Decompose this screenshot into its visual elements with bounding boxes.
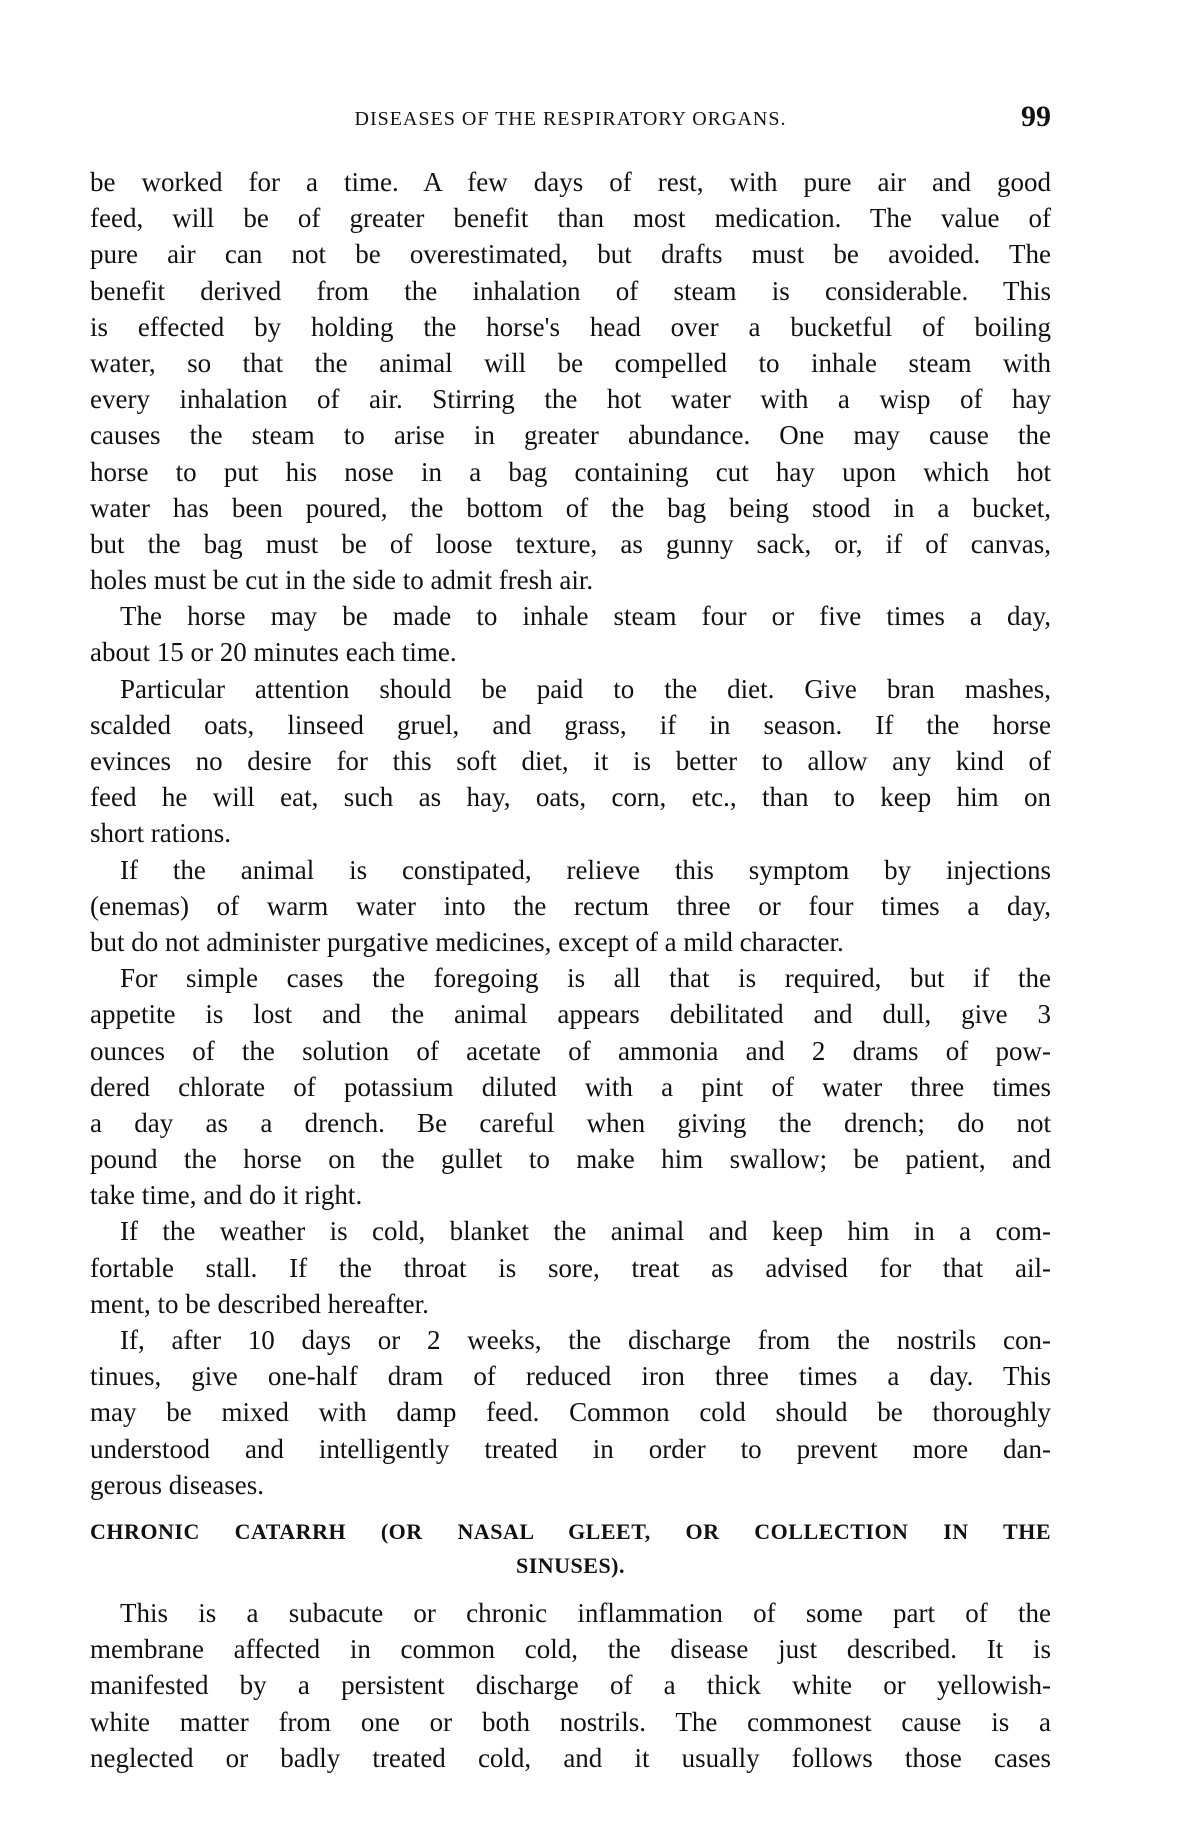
text-line: neglected or badly treated cold, and it usually follows those cases [90, 1742, 1051, 1773]
text-line: is effected by holding the horse's head over a bucketful of boiling [90, 311, 1051, 342]
text-line: tinues, give one-half dram of reduced iron three times a day. This [90, 1361, 1051, 1392]
paragraphs-after-heading [90, 1595, 1051, 1776]
text-line: water, so that the animal will be compelled to inhale steam with [90, 347, 1051, 378]
text-line: a day as a drench. Be careful when giving the drench; do not [90, 1107, 1051, 1138]
text-line: The horse may be made to inhale steam four or five times a day, [120, 601, 1051, 632]
page-body [90, 164, 1051, 1776]
text-line: about 15 or 20 minutes each time. [90, 637, 457, 668]
text-line: ounces of the solution of acetate of ammonia and 2 drams of pow- [90, 1035, 1051, 1066]
paragraphs-before-heading [90, 164, 1051, 1503]
paragraph [90, 598, 1051, 670]
text-line: pound the horse on the gullet to make him swallow; be patient, and [90, 1144, 1051, 1175]
text-line: understood and intelligently treated in order to prevent more dan- [90, 1433, 1051, 1464]
section-heading-line-2: SINUSES). [515, 1552, 626, 1578]
text-line: white matter from one or both nostrils. The commonest cause is a [90, 1706, 1051, 1737]
text-line: This is a subacute or chronic inflammation of some part of the [120, 1597, 1051, 1628]
text-line: water has been poured, the bottom of the bag being stood in a bucket, [90, 492, 1051, 523]
paragraph [90, 1595, 1051, 1776]
text-line: but do not administer purgative medicines, except of a mild character. [90, 926, 844, 957]
text-line: may be mixed with damp feed. Common cold should be thoroughly [90, 1397, 1051, 1428]
paragraph [90, 164, 1051, 598]
paragraph [90, 1322, 1051, 1503]
text-line: horse to put his nose in a bag containing cut hay upon which hot [90, 456, 1051, 487]
text-line: but the bag must be of loose texture, as gunny sack, or, if of canvas, [90, 528, 1051, 559]
text-line: fortable stall. If the throat is sore, treat as advised for that ail- [90, 1252, 1051, 1283]
paragraph [90, 671, 1051, 852]
text-line: pure air can not be overestimated, but drafts must be avoided. The [90, 239, 1051, 270]
section-heading-line-1: CHRONIC CATARRH (OR NASAL GLEET, OR COLLECTION IN THE [90, 1518, 1051, 1544]
text-line: (enemas) of warm water into the rectum three or four times a day, [90, 890, 1051, 921]
text-line: evinces no desire for this soft diet, it is better to allow any kind of [90, 746, 1051, 776]
section-heading [90, 1515, 1051, 1583]
text-line: Particular attention should be paid to the diet. Give bran mashes, [120, 673, 1051, 704]
page-number: 99 [1021, 100, 1051, 133]
text-line: be worked for a time. A few days of rest, with pure air and good [90, 167, 1051, 197]
running-title: DISEASES OF THE RESPIRATORY ORGANS. [354, 108, 787, 130]
text-line: ment, to be described hereafter. [90, 1288, 429, 1319]
text-line: dered chlorate of potassium diluted with a pint of water three times [90, 1071, 1051, 1102]
text-line: feed, will be of greater benefit than most medication. The value of [90, 203, 1051, 234]
text-line: short rations. [90, 818, 231, 849]
paragraph [90, 960, 1051, 1213]
text-line: If the animal is constipated, relieve this symptom by injections [120, 854, 1051, 885]
text-line: If the weather is cold, blanket the animal and keep him in a com- [120, 1216, 1051, 1247]
text-line: manifested by a persistent discharge of a thick white or yellowish- [90, 1670, 1051, 1701]
text-line: appetite is lost and the animal appears debilitated and dull, give 3 [90, 999, 1051, 1030]
text-line: If, after 10 days or 2 weeks, the discharge from the nostrils con- [120, 1325, 1051, 1355]
paragraph [90, 852, 1051, 961]
text-line: scalded oats, linseed gruel, and grass, if in season. If the horse [90, 709, 1051, 740]
page-header [90, 100, 1051, 140]
text-line: benefit derived from the inhalation of steam is considerable. This [90, 275, 1051, 306]
text-line: causes the steam to arise in greater abundance. One may cause the [90, 420, 1051, 451]
text-line: gerous diseases. [90, 1469, 264, 1500]
text-line: feed he will eat, such as hay, oats, corn, etc., than to keep him on [90, 782, 1051, 813]
text-line: holes must be cut in the side to admit fresh air. [90, 565, 594, 596]
paragraph [90, 1213, 1051, 1322]
text-line: membrane affected in common cold, the disease just described. It is [90, 1634, 1051, 1665]
text-line: For simple cases the foregoing is all that is required, but if the [120, 963, 1051, 994]
text-line: take time, and do it right. [90, 1180, 363, 1211]
text-line: every inhalation of air. Stirring the hot water with a wisp of hay [90, 384, 1051, 415]
